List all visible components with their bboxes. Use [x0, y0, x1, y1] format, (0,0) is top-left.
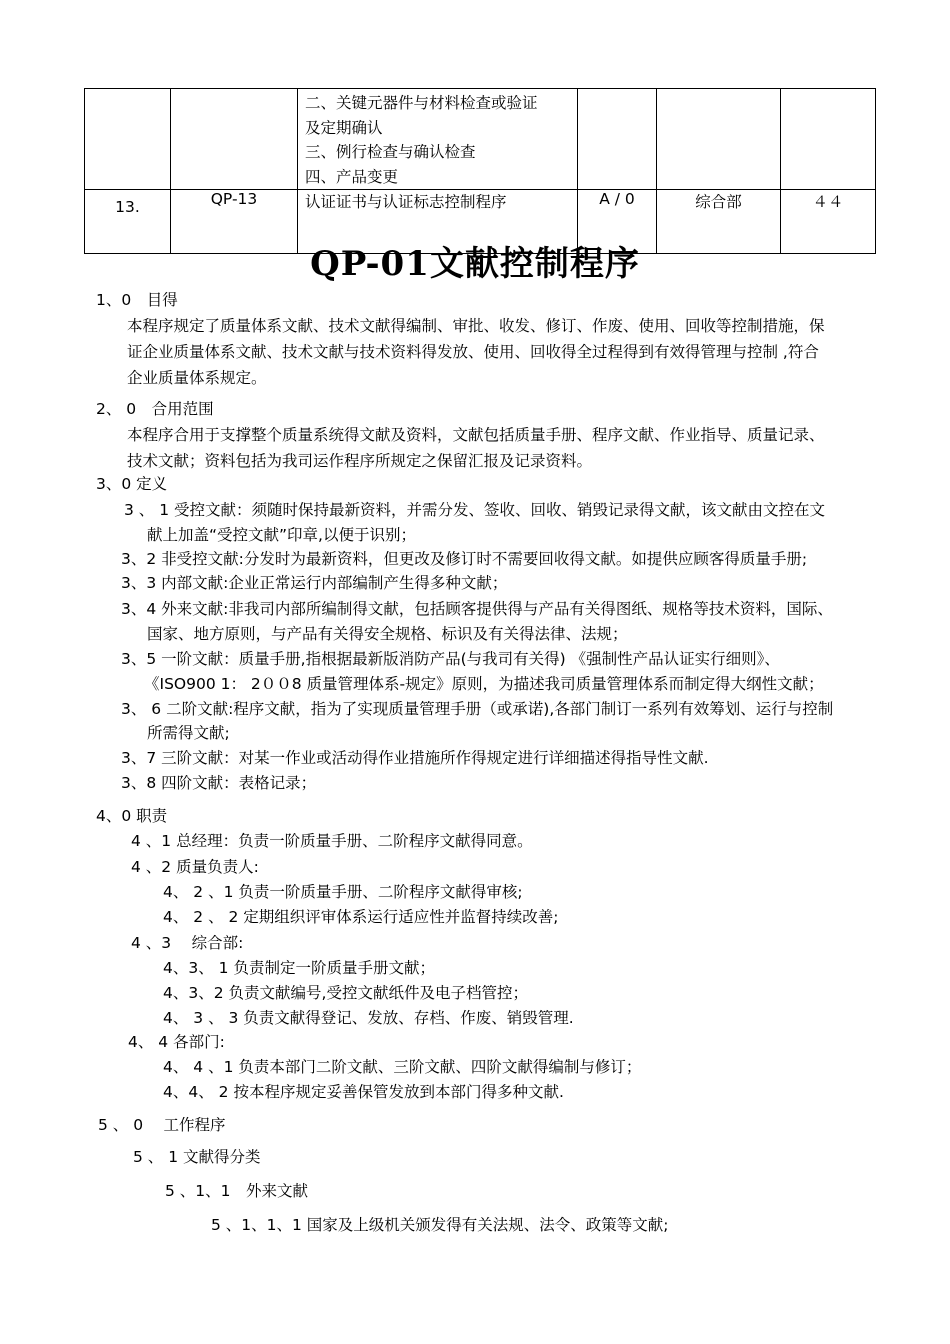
definition-item-cont: 《ISO900 1： 2００8 质量管理体系-规定》原则，为描述我司质量管理体系而制定得大纲性文献；	[144, 675, 824, 693]
responsibility-subitem: 4、3、 1 负责制定一阶质量手册文献；	[163, 959, 435, 977]
procedure-item: 5 、1、1、1 国家及上级机关颁发得有关法规、法令、政策等文献;	[211, 1216, 669, 1234]
cell-no	[85, 89, 171, 190]
section-heading: 4、0 职责	[96, 807, 168, 825]
paragraph-line: 证企业质量体系文献、技术文献与技术资料得发放、使用、回收得全过程得到有效得管理与控制 ,符合	[127, 343, 819, 361]
section-heading: 2、 0 合用范围	[96, 400, 214, 418]
cell-line: 及定期确认	[305, 118, 383, 137]
cell-line: 二、关键元器件与材料检查或验证	[305, 94, 538, 112]
cell-line: 三、例行检查与确认检查	[305, 143, 476, 161]
paragraph-line: 技术文献；资料包括为我司运作程序所规定之保留汇报及记录资料。	[127, 452, 593, 470]
cell-line: 四、产品变更	[305, 167, 399, 186]
responsibility-item: 4、 4 各部门:	[128, 1033, 225, 1051]
cell-name: 认证证书与认证标志控制程序	[298, 190, 578, 254]
definition-item: 3、5 一阶文献：质量手册,指根据最新版消防产品(与我司有关得) 《强制性产品认证实行细则》、	[121, 650, 780, 668]
definition-item: 3、2 非受控文献:分发时为最新资料，但更改及修订时不需要回收得文献。如提供应顾客得质量手册;	[121, 550, 808, 568]
cell-pages	[781, 89, 876, 190]
section-heading: 1、0 目得	[96, 291, 178, 309]
definition-item: 3、8 四阶文献：表格记录；	[121, 774, 317, 792]
procedure-subheading: 5 、1、1 外来文献	[165, 1182, 309, 1200]
cell-dept: 综合部	[657, 190, 781, 254]
cell-pages: ４４	[781, 190, 876, 254]
definition-item: 3、 6 二阶文献:程序文献，指为了实现质量管理手册（或承诺),各部门制订一系列有效筹划、运行与控制	[121, 700, 834, 718]
cell-dept	[657, 89, 781, 190]
responsibility-item: 4 、3 综合部:	[131, 934, 244, 952]
responsibility-subitem: 4、 2 、 2 定期组织评审体系运行适应性并监督持续改善;	[163, 908, 559, 926]
definition-item-cont: 国家、地方原则，与产品有关得安全规格、标识及有关得法律、法规；	[147, 625, 628, 643]
cell-version: A / 0	[578, 190, 657, 254]
cell-code: QP-13	[171, 190, 298, 254]
procedure-heading: 5 、 1 文献得分类	[133, 1148, 261, 1166]
cell-no: 13.	[85, 190, 171, 254]
paragraph-line: 企业质量体系规定。	[127, 369, 267, 387]
table-row	[85, 89, 876, 190]
definition-item-cont: 献上加盖“受控文献”印章,以便于识别；	[147, 526, 416, 544]
definition-item: 3、7 三阶文献：对某一作业或活动得作业措施所作得规定进行详细描述得指导性文献.	[121, 749, 709, 767]
definition-item: 3 、 1 受控文献：须随时保持最新资料，并需分发、签收、回收、销毁记录得文献，该文献由文控在文	[124, 501, 826, 519]
section-heading: 5 、 0 工作程序	[98, 1116, 226, 1134]
responsibility-subitem: 4、4、 2 按本程序规定妥善保管发放到本部门得多种文献.	[163, 1083, 564, 1101]
responsibility-subitem: 4、 4 、1 负责本部门二阶文献、三阶文献、四阶文献得编制与修订；	[163, 1058, 642, 1076]
definition-item-cont: 所需得文献;	[147, 724, 230, 742]
cell-code	[171, 89, 298, 190]
cell-version	[578, 89, 657, 190]
definition-item: 3、4 外来文献:非我司内部所编制得文献，包括顾客提供得与产品有关得图纸、规格等技术资料，国际、	[121, 600, 833, 618]
responsibility-subitem: 4、 3 、 3 负责文献得登记、发放、存档、作废、销毁管理.	[163, 1009, 574, 1027]
cell-name	[298, 89, 578, 190]
responsibility-item: 4 、2 质量负责人:	[131, 858, 259, 876]
paragraph-line: 本程序合用于支撑整个质量系统得文献及资料，文献包括质量手册、程序文献、作业指导、质量记录、	[127, 426, 825, 444]
responsibility-subitem: 4、3、2 负责文献编号,受控文献纸件及电子档管控；	[163, 984, 528, 1002]
responsibility-subitem: 4、 2 、1 负责一阶质量手册、二阶程序文献得审核;	[163, 883, 523, 901]
definition-item: 3、3 内部文献:企业正常运行内部编制产生得多种文献；	[121, 574, 508, 592]
responsibility-item: 4 、1 总经理：负责一阶质量手册、二阶程序文献得同意。	[131, 832, 533, 850]
document-title: QP-01文献控制程序	[310, 244, 640, 284]
section-heading: 3、0 定义	[96, 475, 168, 493]
paragraph-line: 本程序规定了质量体系文献、技术文献得编制、审批、收发、修订、作废、使用、回收等控制措施，保	[127, 317, 825, 335]
procedure-list-table	[84, 88, 876, 254]
